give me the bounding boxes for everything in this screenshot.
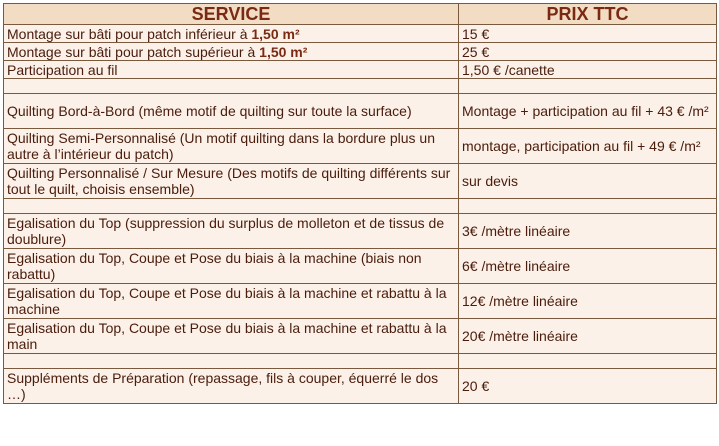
table-row [4, 214, 717, 249]
table-row [4, 25, 717, 43]
price-cell: sur devis [459, 164, 717, 199]
service-header: SERVICE [4, 4, 459, 25]
table-row [4, 43, 717, 61]
service-cell: Quilting Semi-Personnalisé (Un motif quilting dans la bordure plus un autre à l’intérieur du patch) [4, 129, 459, 164]
table-row [4, 61, 717, 79]
spacer-cell [4, 199, 459, 214]
spacer-cell [4, 79, 459, 94]
table-row [4, 369, 717, 404]
service-cell: Quilting Personnalisé / Sur Mesure (Des motifs de quilting différents sur tout le quilt, choisis ensemble) [4, 164, 459, 199]
service-cell: Suppléments de Préparation (repassage, fils à couper, équerré le dos …) [4, 369, 459, 404]
area-highlight: 1,50 m² [259, 43, 308, 60]
service-cell: Egalisation du Top (suppression du surplus de molleton et de tissus de doublure) [4, 214, 459, 249]
price-cell: 20 € [459, 369, 717, 404]
price-cell: 3€ /mètre linéaire [459, 214, 717, 249]
area-highlight: 1,50 m² [251, 25, 300, 42]
service-cell: Egalisation du Top, Coupe et Pose du biais à la machine et rabattu à la main [4, 319, 459, 354]
service-cell [4, 25, 459, 43]
price-cell: 1,50 € /canette [459, 61, 717, 79]
spacer-cell [459, 79, 717, 94]
price-cell: 6€ /mètre linéaire [459, 249, 717, 284]
service-cell: Participation au fil [4, 61, 459, 79]
header-row [4, 4, 717, 25]
spacer-row [4, 199, 717, 214]
table-row [4, 319, 717, 354]
price-cell: 20€ /mètre linéaire [459, 319, 717, 354]
table-row [4, 129, 717, 164]
service-text: Montage sur bâti pour patch supérieur à [7, 43, 260, 60]
price-cell: 15 € [459, 25, 717, 43]
price-cell: montage, participation au fil + 49 € /m² [459, 129, 717, 164]
spacer-row [4, 354, 717, 369]
table-row [4, 249, 717, 284]
spacer-cell [459, 199, 717, 214]
price-header: PRIX TTC [459, 4, 717, 25]
table-row [4, 284, 717, 319]
spacer-cell [4, 354, 459, 369]
spacer-cell [459, 354, 717, 369]
service-text: Montage sur bâti pour patch inférieur à [7, 25, 252, 42]
service-cell: Egalisation du Top, Coupe et Pose du biais à la machine (biais non rabattu) [4, 249, 459, 284]
price-cell: 12€ /mètre linéaire [459, 284, 717, 319]
table-row [4, 94, 717, 129]
service-cell [4, 43, 459, 61]
spacer-row [4, 79, 717, 94]
price-cell: Montage + participation au fil + 43 € /m² [459, 94, 717, 129]
table-row [4, 164, 717, 199]
price-table [3, 3, 717, 404]
price-cell: 25 € [459, 43, 717, 61]
service-cell: Egalisation du Top, Coupe et Pose du biais à la machine et rabattu à la machine [4, 284, 459, 319]
service-cell: Quilting Bord-à-Bord (même motif de quilting sur toute la surface) [4, 94, 459, 129]
